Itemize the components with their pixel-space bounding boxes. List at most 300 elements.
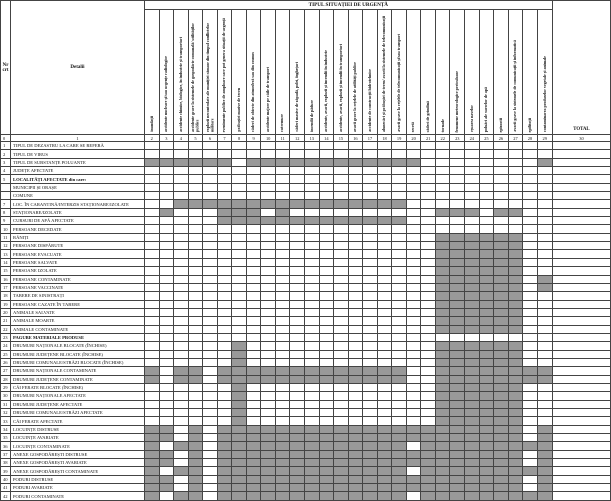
entry-cell[interactable]: [188, 317, 203, 325]
entry-cell[interactable]: [203, 317, 218, 325]
entry-cell[interactable]: [319, 233, 334, 241]
entry-cell[interactable]: [508, 333, 523, 341]
entry-cell[interactable]: [217, 333, 232, 341]
entry-cell[interactable]: [392, 258, 407, 266]
entry-cell[interactable]: [232, 300, 247, 308]
entry-cell[interactable]: [363, 358, 378, 366]
entry-cell[interactable]: [246, 292, 261, 300]
entry-cell[interactable]: [232, 158, 247, 166]
entry-cell[interactable]: [479, 192, 494, 200]
entry-cell[interactable]: [537, 417, 552, 425]
entry-cell[interactable]: [290, 409, 305, 417]
entry-cell[interactable]: [421, 142, 436, 150]
entry-cell[interactable]: [188, 400, 203, 408]
entry-cell[interactable]: [203, 325, 218, 333]
entry-cell[interactable]: [159, 333, 174, 341]
total-cell[interactable]: [552, 367, 611, 375]
entry-cell[interactable]: [523, 233, 538, 241]
entry-cell[interactable]: [246, 242, 261, 250]
entry-cell[interactable]: [203, 242, 218, 250]
entry-cell[interactable]: [537, 292, 552, 300]
entry-cell[interactable]: [232, 150, 247, 158]
entry-cell[interactable]: [275, 150, 290, 158]
entry-cell[interactable]: [188, 300, 203, 308]
entry-cell[interactable]: [523, 292, 538, 300]
entry-cell[interactable]: [145, 409, 160, 417]
entry-cell[interactable]: [159, 225, 174, 233]
entry-cell[interactable]: [392, 409, 407, 417]
entry-cell[interactable]: [392, 275, 407, 283]
entry-cell[interactable]: [363, 409, 378, 417]
entry-cell[interactable]: [305, 225, 320, 233]
entry-cell[interactable]: [494, 142, 509, 150]
entry-cell[interactable]: [188, 342, 203, 350]
entry-cell[interactable]: [232, 275, 247, 283]
entry-cell[interactable]: [319, 358, 334, 366]
entry-cell[interactable]: [217, 392, 232, 400]
entry-cell[interactable]: [305, 350, 320, 358]
entry-cell[interactable]: [217, 292, 232, 300]
entry-cell[interactable]: [145, 300, 160, 308]
entry-cell[interactable]: [523, 417, 538, 425]
entry-cell[interactable]: [275, 342, 290, 350]
entry-cell[interactable]: [537, 250, 552, 258]
entry-cell[interactable]: [203, 275, 218, 283]
entry-cell[interactable]: [421, 192, 436, 200]
entry-cell[interactable]: [217, 342, 232, 350]
entry-cell[interactable]: [523, 450, 538, 458]
entry-cell[interactable]: [421, 392, 436, 400]
entry-cell[interactable]: [465, 192, 480, 200]
entry-cell[interactable]: [348, 167, 363, 175]
entry-cell[interactable]: [290, 258, 305, 266]
entry-cell[interactable]: [203, 383, 218, 391]
entry-cell[interactable]: [261, 258, 276, 266]
entry-cell[interactable]: [348, 283, 363, 291]
entry-cell[interactable]: [217, 358, 232, 366]
entry-cell[interactable]: [363, 350, 378, 358]
total-cell[interactable]: [552, 417, 611, 425]
entry-cell[interactable]: [392, 192, 407, 200]
total-cell[interactable]: [552, 308, 611, 316]
entry-cell[interactable]: [377, 175, 392, 183]
entry-cell[interactable]: [275, 225, 290, 233]
total-cell[interactable]: [552, 158, 611, 166]
entry-cell[interactable]: [159, 300, 174, 308]
entry-cell[interactable]: [159, 442, 174, 450]
entry-cell[interactable]: [305, 333, 320, 341]
entry-cell[interactable]: [377, 383, 392, 391]
entry-cell[interactable]: [319, 275, 334, 283]
total-cell[interactable]: [552, 400, 611, 408]
entry-cell[interactable]: [523, 142, 538, 150]
entry-cell[interactable]: [392, 333, 407, 341]
entry-cell[interactable]: [523, 267, 538, 275]
entry-cell[interactable]: [494, 192, 509, 200]
entry-cell[interactable]: [145, 350, 160, 358]
entry-cell[interactable]: [174, 459, 189, 467]
entry-cell[interactable]: [203, 342, 218, 350]
entry-cell[interactable]: [537, 175, 552, 183]
entry-cell[interactable]: [159, 150, 174, 158]
entry-cell[interactable]: [232, 225, 247, 233]
entry-cell[interactable]: [159, 258, 174, 266]
entry-cell[interactable]: [232, 308, 247, 316]
entry-cell[interactable]: [334, 167, 349, 175]
entry-cell[interactable]: [290, 250, 305, 258]
entry-cell[interactable]: [523, 392, 538, 400]
entry-cell[interactable]: [348, 350, 363, 358]
entry-cell[interactable]: [246, 333, 261, 341]
entry-cell[interactable]: [203, 400, 218, 408]
entry-cell[interactable]: [348, 392, 363, 400]
entry-cell[interactable]: [232, 250, 247, 258]
entry-cell[interactable]: [145, 317, 160, 325]
entry-cell[interactable]: [377, 392, 392, 400]
entry-cell[interactable]: [537, 225, 552, 233]
entry-cell[interactable]: [523, 250, 538, 258]
entry-cell[interactable]: [174, 217, 189, 225]
entry-cell[interactable]: [159, 392, 174, 400]
entry-cell[interactable]: [363, 308, 378, 316]
total-cell[interactable]: [552, 150, 611, 158]
entry-cell[interactable]: [319, 175, 334, 183]
entry-cell[interactable]: [174, 242, 189, 250]
entry-cell[interactable]: [261, 167, 276, 175]
entry-cell[interactable]: [392, 150, 407, 158]
entry-cell[interactable]: [435, 333, 450, 341]
entry-cell[interactable]: [406, 342, 421, 350]
entry-cell[interactable]: [523, 484, 538, 492]
entry-cell[interactable]: [290, 317, 305, 325]
entry-cell[interactable]: [145, 250, 160, 258]
total-cell[interactable]: [552, 467, 611, 475]
entry-cell[interactable]: [523, 358, 538, 366]
entry-cell[interactable]: [217, 175, 232, 183]
entry-cell[interactable]: [290, 233, 305, 241]
entry-cell[interactable]: [392, 225, 407, 233]
total-cell[interactable]: [552, 183, 611, 191]
entry-cell[interactable]: [290, 300, 305, 308]
entry-cell[interactable]: [377, 283, 392, 291]
entry-cell[interactable]: [465, 200, 480, 208]
entry-cell[interactable]: [217, 250, 232, 258]
entry-cell[interactable]: [479, 175, 494, 183]
entry-cell[interactable]: [348, 275, 363, 283]
entry-cell[interactable]: [406, 333, 421, 341]
entry-cell[interactable]: [406, 200, 421, 208]
entry-cell[interactable]: [174, 300, 189, 308]
entry-cell[interactable]: [305, 317, 320, 325]
entry-cell[interactable]: [363, 233, 378, 241]
entry-cell[interactable]: [159, 142, 174, 150]
entry-cell[interactable]: [377, 342, 392, 350]
entry-cell[interactable]: [334, 400, 349, 408]
entry-cell[interactable]: [203, 300, 218, 308]
total-cell[interactable]: [552, 484, 611, 492]
entry-cell[interactable]: [246, 150, 261, 158]
entry-cell[interactable]: [523, 158, 538, 166]
entry-cell[interactable]: [275, 242, 290, 250]
entry-cell[interactable]: [159, 267, 174, 275]
entry-cell[interactable]: [523, 434, 538, 442]
entry-cell[interactable]: [494, 217, 509, 225]
entry-cell[interactable]: [523, 217, 538, 225]
entry-cell[interactable]: [479, 167, 494, 175]
entry-cell[interactable]: [174, 400, 189, 408]
entry-cell[interactable]: [305, 417, 320, 425]
entry-cell[interactable]: [174, 417, 189, 425]
entry-cell[interactable]: [348, 383, 363, 391]
entry-cell[interactable]: [363, 275, 378, 283]
entry-cell[interactable]: [145, 192, 160, 200]
entry-cell[interactable]: [465, 142, 480, 150]
entry-cell[interactable]: [377, 225, 392, 233]
entry-cell[interactable]: [174, 142, 189, 150]
entry-cell[interactable]: [159, 375, 174, 383]
entry-cell[interactable]: [174, 258, 189, 266]
entry-cell[interactable]: [363, 392, 378, 400]
entry-cell[interactable]: [275, 142, 290, 150]
entry-cell[interactable]: [203, 192, 218, 200]
entry-cell[interactable]: [217, 183, 232, 191]
entry-cell[interactable]: [159, 167, 174, 175]
entry-cell[interactable]: [203, 150, 218, 158]
entry-cell[interactable]: [188, 217, 203, 225]
entry-cell[interactable]: [290, 358, 305, 366]
entry-cell[interactable]: [246, 275, 261, 283]
entry-cell[interactable]: [392, 400, 407, 408]
total-cell[interactable]: [552, 250, 611, 258]
total-cell[interactable]: [552, 242, 611, 250]
entry-cell[interactable]: [377, 275, 392, 283]
entry-cell[interactable]: [188, 225, 203, 233]
entry-cell[interactable]: [159, 275, 174, 283]
entry-cell[interactable]: [537, 200, 552, 208]
entry-cell[interactable]: [319, 333, 334, 341]
entry-cell[interactable]: [319, 409, 334, 417]
entry-cell[interactable]: [508, 225, 523, 233]
entry-cell[interactable]: [523, 475, 538, 483]
entry-cell[interactable]: [275, 183, 290, 191]
total-cell[interactable]: [552, 317, 611, 325]
entry-cell[interactable]: [217, 267, 232, 275]
entry-cell[interactable]: [290, 283, 305, 291]
entry-cell[interactable]: [334, 417, 349, 425]
entry-cell[interactable]: [523, 167, 538, 175]
entry-cell[interactable]: [203, 183, 218, 191]
entry-cell[interactable]: [377, 292, 392, 300]
entry-cell[interactable]: [275, 175, 290, 183]
entry-cell[interactable]: [523, 459, 538, 467]
entry-cell[interactable]: [406, 358, 421, 366]
entry-cell[interactable]: [305, 358, 320, 366]
entry-cell[interactable]: [246, 225, 261, 233]
entry-cell[interactable]: [203, 484, 218, 492]
entry-cell[interactable]: [537, 342, 552, 350]
entry-cell[interactable]: [275, 409, 290, 417]
entry-cell[interactable]: [406, 242, 421, 250]
entry-cell[interactable]: [406, 175, 421, 183]
entry-cell[interactable]: [203, 459, 218, 467]
entry-cell[interactable]: [232, 283, 247, 291]
total-cell[interactable]: [552, 258, 611, 266]
entry-cell[interactable]: [319, 242, 334, 250]
entry-cell[interactable]: [421, 300, 436, 308]
entry-cell[interactable]: [232, 233, 247, 241]
entry-cell[interactable]: [392, 142, 407, 150]
entry-cell[interactable]: [421, 283, 436, 291]
entry-cell[interactable]: [203, 450, 218, 458]
entry-cell[interactable]: [537, 183, 552, 191]
entry-cell[interactable]: [145, 267, 160, 275]
entry-cell[interactable]: [203, 367, 218, 375]
entry-cell[interactable]: [159, 200, 174, 208]
entry-cell[interactable]: [421, 225, 436, 233]
entry-cell[interactable]: [305, 258, 320, 266]
entry-cell[interactable]: [363, 383, 378, 391]
entry-cell[interactable]: [246, 400, 261, 408]
entry-cell[interactable]: [203, 350, 218, 358]
entry-cell[interactable]: [334, 300, 349, 308]
entry-cell[interactable]: [450, 217, 465, 225]
entry-cell[interactable]: [465, 158, 480, 166]
entry-cell[interactable]: [334, 225, 349, 233]
entry-cell[interactable]: [421, 292, 436, 300]
entry-cell[interactable]: [246, 317, 261, 325]
entry-cell[interactable]: [392, 325, 407, 333]
entry-cell[interactable]: [508, 217, 523, 225]
entry-cell[interactable]: [232, 333, 247, 341]
total-cell[interactable]: [552, 358, 611, 366]
entry-cell[interactable]: [363, 208, 378, 216]
entry-cell[interactable]: [334, 358, 349, 366]
total-cell[interactable]: [552, 225, 611, 233]
entry-cell[interactable]: [363, 283, 378, 291]
entry-cell[interactable]: [363, 150, 378, 158]
entry-cell[interactable]: [421, 200, 436, 208]
entry-cell[interactable]: [145, 217, 160, 225]
entry-cell[interactable]: [232, 258, 247, 266]
entry-cell[interactable]: [159, 233, 174, 241]
entry-cell[interactable]: [319, 142, 334, 150]
entry-cell[interactable]: [450, 183, 465, 191]
entry-cell[interactable]: [523, 242, 538, 250]
entry-cell[interactable]: [174, 484, 189, 492]
entry-cell[interactable]: [406, 292, 421, 300]
entry-cell[interactable]: [319, 283, 334, 291]
entry-cell[interactable]: [421, 167, 436, 175]
entry-cell[interactable]: [348, 175, 363, 183]
entry-cell[interactable]: [305, 292, 320, 300]
entry-cell[interactable]: [363, 250, 378, 258]
entry-cell[interactable]: [246, 142, 261, 150]
entry-cell[interactable]: [508, 200, 523, 208]
entry-cell[interactable]: [421, 258, 436, 266]
entry-cell[interactable]: [261, 150, 276, 158]
entry-cell[interactable]: [261, 275, 276, 283]
entry-cell[interactable]: [319, 392, 334, 400]
entry-cell[interactable]: [203, 283, 218, 291]
entry-cell[interactable]: [450, 158, 465, 166]
entry-cell[interactable]: [494, 333, 509, 341]
entry-cell[interactable]: [406, 467, 421, 475]
entry-cell[interactable]: [217, 150, 232, 158]
entry-cell[interactable]: [421, 183, 436, 191]
entry-cell[interactable]: [523, 333, 538, 341]
entry-cell[interactable]: [232, 192, 247, 200]
entry-cell[interactable]: [145, 383, 160, 391]
entry-cell[interactable]: [435, 183, 450, 191]
entry-cell[interactable]: [479, 225, 494, 233]
entry-cell[interactable]: [348, 292, 363, 300]
entry-cell[interactable]: [145, 283, 160, 291]
total-cell[interactable]: [552, 409, 611, 417]
entry-cell[interactable]: [523, 275, 538, 283]
entry-cell[interactable]: [174, 175, 189, 183]
entry-cell[interactable]: [145, 150, 160, 158]
entry-cell[interactable]: [363, 333, 378, 341]
entry-cell[interactable]: [508, 150, 523, 158]
entry-cell[interactable]: [377, 333, 392, 341]
entry-cell[interactable]: [494, 167, 509, 175]
entry-cell[interactable]: [246, 233, 261, 241]
entry-cell[interactable]: [203, 225, 218, 233]
entry-cell[interactable]: [217, 317, 232, 325]
entry-cell[interactable]: [392, 308, 407, 316]
entry-cell[interactable]: [392, 250, 407, 258]
entry-cell[interactable]: [377, 183, 392, 191]
entry-cell[interactable]: [203, 217, 218, 225]
entry-cell[interactable]: [203, 292, 218, 300]
entry-cell[interactable]: [392, 242, 407, 250]
entry-cell[interactable]: [377, 350, 392, 358]
entry-cell[interactable]: [421, 417, 436, 425]
entry-cell[interactable]: [217, 409, 232, 417]
total-cell[interactable]: [552, 300, 611, 308]
entry-cell[interactable]: [261, 358, 276, 366]
entry-cell[interactable]: [450, 150, 465, 158]
entry-cell[interactable]: [174, 167, 189, 175]
entry-cell[interactable]: [145, 258, 160, 266]
entry-cell[interactable]: [392, 267, 407, 275]
entry-cell[interactable]: [348, 317, 363, 325]
entry-cell[interactable]: [145, 142, 160, 150]
entry-cell[interactable]: [377, 242, 392, 250]
entry-cell[interactable]: [159, 350, 174, 358]
entry-cell[interactable]: [406, 392, 421, 400]
entry-cell[interactable]: [188, 250, 203, 258]
entry-cell[interactable]: [159, 400, 174, 408]
entry-cell[interactable]: [406, 300, 421, 308]
entry-cell[interactable]: [305, 383, 320, 391]
entry-cell[interactable]: [319, 150, 334, 158]
entry-cell[interactable]: [174, 383, 189, 391]
entry-cell[interactable]: [537, 217, 552, 225]
entry-cell[interactable]: [421, 325, 436, 333]
total-cell[interactable]: [552, 142, 611, 150]
total-cell[interactable]: [552, 275, 611, 283]
entry-cell[interactable]: [275, 358, 290, 366]
entry-cell[interactable]: [494, 175, 509, 183]
entry-cell[interactable]: [261, 342, 276, 350]
entry-cell[interactable]: [246, 175, 261, 183]
entry-cell[interactable]: [435, 192, 450, 200]
entry-cell[interactable]: [508, 175, 523, 183]
entry-cell[interactable]: [188, 283, 203, 291]
entry-cell[interactable]: [261, 400, 276, 408]
entry-cell[interactable]: [537, 333, 552, 341]
